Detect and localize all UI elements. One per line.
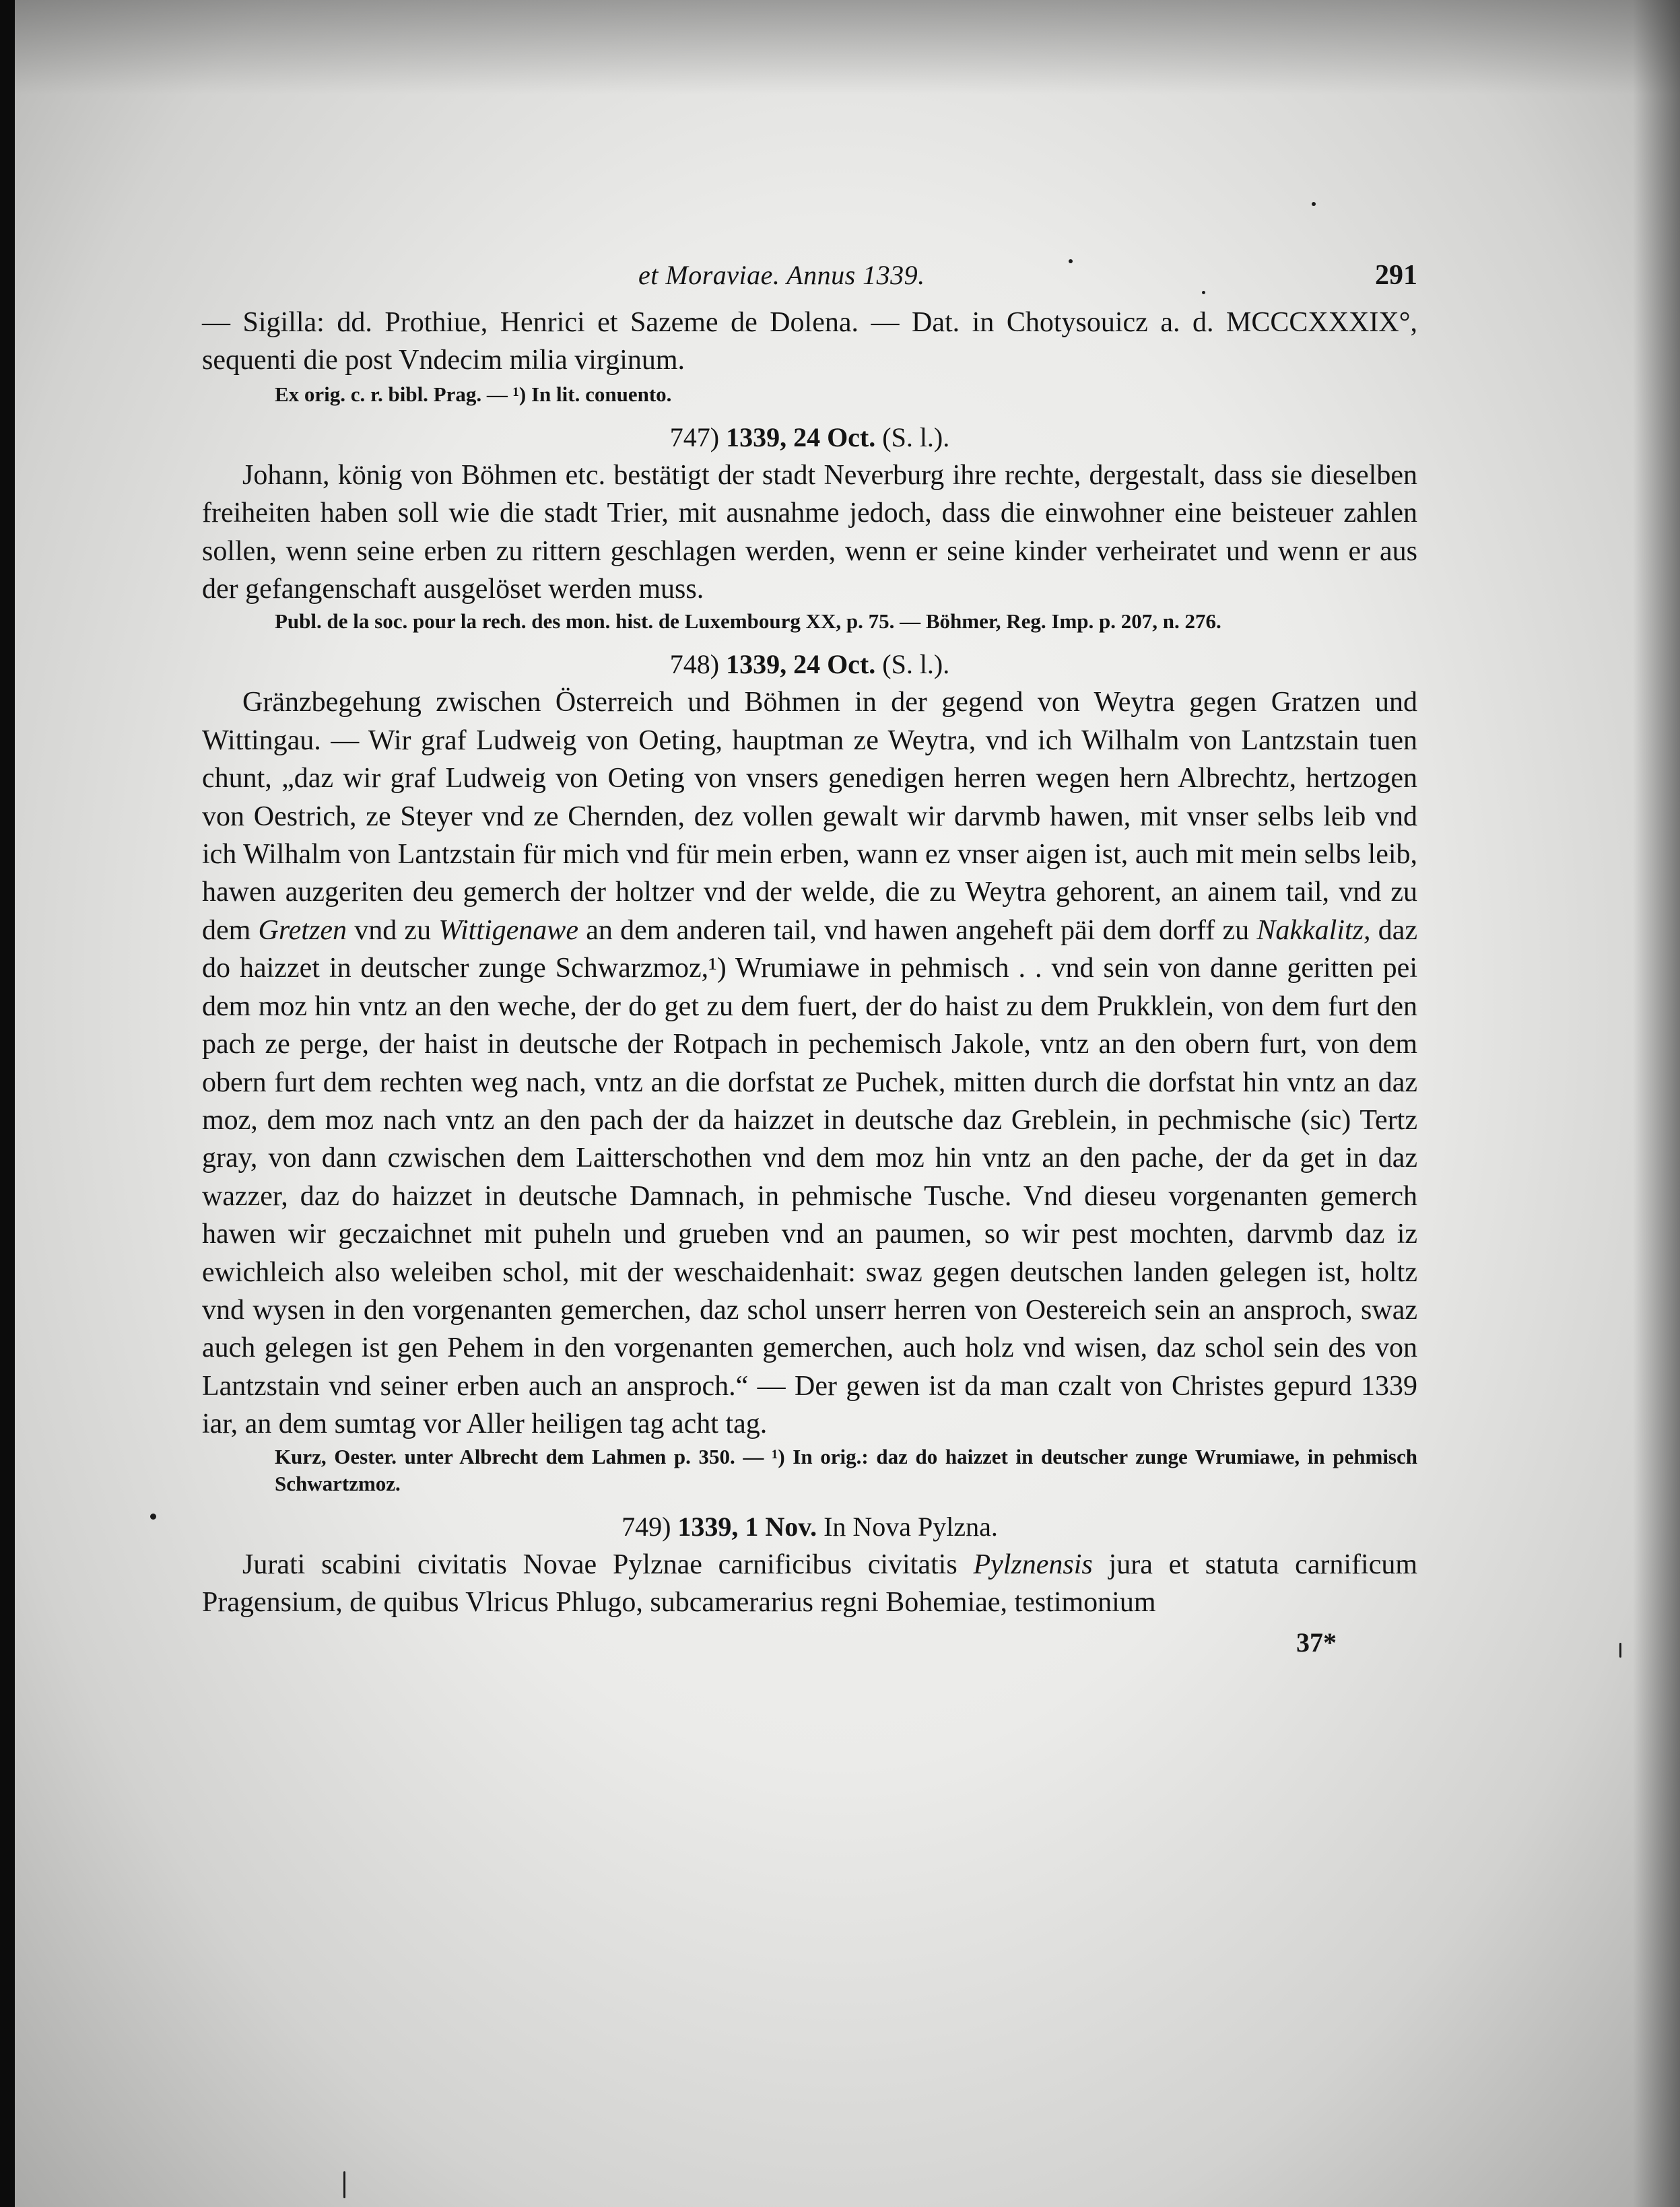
entry-748-date: 1339, 24 Oct. bbox=[726, 649, 876, 680]
document-page bbox=[202, 259, 1417, 1658]
speck-mark bbox=[1312, 202, 1316, 206]
place-name-gretzen: Gretzen bbox=[258, 914, 347, 946]
entry-748-footnote: Kurz, Oester. unter Albrecht dem Lahmen p. 350. — ¹) In orig.: daz do haizzet in deutscher zunge Wrumiawe, in pehmisch Schwartzmoz. bbox=[275, 1444, 1417, 1495]
running-title: et Moraviae. Annus 1339. bbox=[638, 260, 925, 290]
entry-748-text bbox=[202, 683, 1417, 1443]
right-scan-shadow bbox=[1633, 0, 1680, 2207]
entry-749-place: In Nova Pylzna. bbox=[824, 1511, 998, 1542]
signature-mark: 37* bbox=[1296, 1627, 1337, 1658]
page-header bbox=[202, 259, 1417, 304]
entry-748-text-part-c: an dem anderen tail, vnd hawen angeheft päi dem dorff zu bbox=[586, 914, 1250, 946]
entry-747-text: Johann, könig von Böhmen etc. bestätigt der stadt Neverburg ihre rechte, dergestalt, dass sie dieselben freiheiten haben soll wie die stadt Trier, mit ausnahme jedoch, dass die einwohner eine beisteuer zahlen sollen, wenn seine erben zu rittern geschlagen werden, wenn er seine kinder verheiratet und wenn er aus der gefangenschaft ausgelöset werden muss. bbox=[202, 459, 1417, 605]
place-name-wittigenawe: Wittigenawe bbox=[438, 914, 578, 946]
entry-748-text-part-d: daz do haizzet in deutscher zunge Schwarzmoz,¹) Wrumiawe in pehmisch . . vnd sein von danne geritten pei dem moz hin vntz an den weche, der do get zu dem fuert, der do haist zu dem Prukklein, von dem furt den pach ze perge, der haist in deutsche der Rotpach in pechemisch Jakole, vntz an den obern furt, von dem obern furt dem rechten weg nach, vntz an die dorfstat ze Puchek, mitten durch die dorfstat hin vntz an daz moz, dem moz nach vntz an den pach der da haizzet in deutsche daz Greblein, in pechmische (sic) Tertz gray, von dann czwischen dem Laitterschothen vnd dem moz hin vntz an den pache, der da get in daz wazzer, daz do haizzet in deutsche Damnach, in pehmische Tusche. Vnd dieseu vorgenanten gemerch hawen wir geczaichnet mit puheln und grueben vnd an paumen, so wir pest mochten, darvmb daz iz ewichleich also weleiben schol, mit der weschaidenhait: swaz gegen deutschen landen gelegen ist, holtz vnd wysen in den vorgenanten gemerchen, daz schol unserr herren von Oestereich sein an ansproch, swaz auch gelegen ist gen Pehem in den vorgenanten gemerchen, auch holz vnd wisen, daz schol sein des von Lantzstain vnd seiner erben auch an ansproch.“ — Der gewen ist da man czalt von Christes gepurd 1339 iar, an dem sumtag vor Aller heiligen tag acht tag. bbox=[202, 914, 1418, 1440]
entry-747-heading bbox=[202, 419, 1417, 456]
entry-747-date: 1339, 24 Oct. bbox=[726, 421, 876, 452]
entry-749-number: 749) bbox=[621, 1511, 671, 1542]
place-name-nakkalitz: Nakkalitz, bbox=[1256, 914, 1371, 946]
entry-747-place: (S. l.). bbox=[882, 421, 950, 452]
entry-749-text-part-a: Jurati scabini civitatis Novae Pylznae carnificibus civitatis bbox=[242, 1549, 957, 1580]
speck-mark bbox=[1619, 1643, 1621, 1658]
place-name-pylznensis: Pylznensis bbox=[973, 1549, 1093, 1580]
entry-749-text bbox=[202, 1546, 1417, 1622]
entry-749-date: 1339, 1 Nov. bbox=[677, 1511, 817, 1542]
entry-748-heading bbox=[202, 646, 1417, 683]
entry-747-number: 747) bbox=[669, 421, 720, 452]
entry-748-place: (S. l.). bbox=[882, 649, 950, 680]
left-scan-border bbox=[0, 0, 15, 2207]
entry-748-text-part-a: Gränzbegehung zwischen Österreich und Böhmen in der gegend von Weytra gegen Gratzen und Wittingau. — Wir graf Ludweig von Oeting, hauptman ze Weytra, vnd ich Wilhalm von Lantzstain tuen chunt, „daz wir graf Ludweig von Oeting von vnsers genedigen herren wegen hern Albrechtz, hertzogen von Oestrich, ze Steyer vnd ze Chernden, dez vollen gewalt wir darvmb hawen, mit vnser selbs leib vnd ich Wilhalm von Lantzstain für mich vnd für mein erben, wann ez vnser aigen ist, auch mit mein selbs leib, hawen auzgeriten deu gemerch der holtzer vnd der welde, die zu Weytra gehorent, an ainem tail, vnd zu dem bbox=[202, 687, 1417, 946]
entry-747-footnote: Publ. de la soc. pour la rech. des mon. hist. de Luxembourg XX, p. 75. — Böhmer, Reg. Imp. p. 207, n. 276. bbox=[275, 609, 1221, 634]
top-scan-shadow bbox=[0, 0, 1680, 94]
page-number: 291 bbox=[1375, 260, 1417, 291]
entry-748-text-part-b: vnd zu bbox=[354, 914, 432, 946]
entry-749-heading bbox=[202, 1508, 1417, 1546]
intro-footnote: Ex orig. c. r. bibl. Prag. — ¹) In lit. conuento. bbox=[275, 382, 672, 406]
speck-mark bbox=[343, 2171, 345, 2198]
speck-mark bbox=[150, 1514, 156, 1520]
intro-paragraph: — Sigilla: dd. Prothiue, Henrici et Sazeme de Dolena. — Dat. in Chotysouicz a. d. MCCCXXXIX°, sequenti die post Vndecim milia virginum. bbox=[202, 307, 1417, 376]
entry-748-number: 748) bbox=[669, 649, 720, 680]
entry-749-text-part-b: jura et statuta carnificum Pragensium, de quibus Vlricus Phlugo, subcamerarius regni Bohemiae, testimonium bbox=[202, 1549, 1418, 1618]
